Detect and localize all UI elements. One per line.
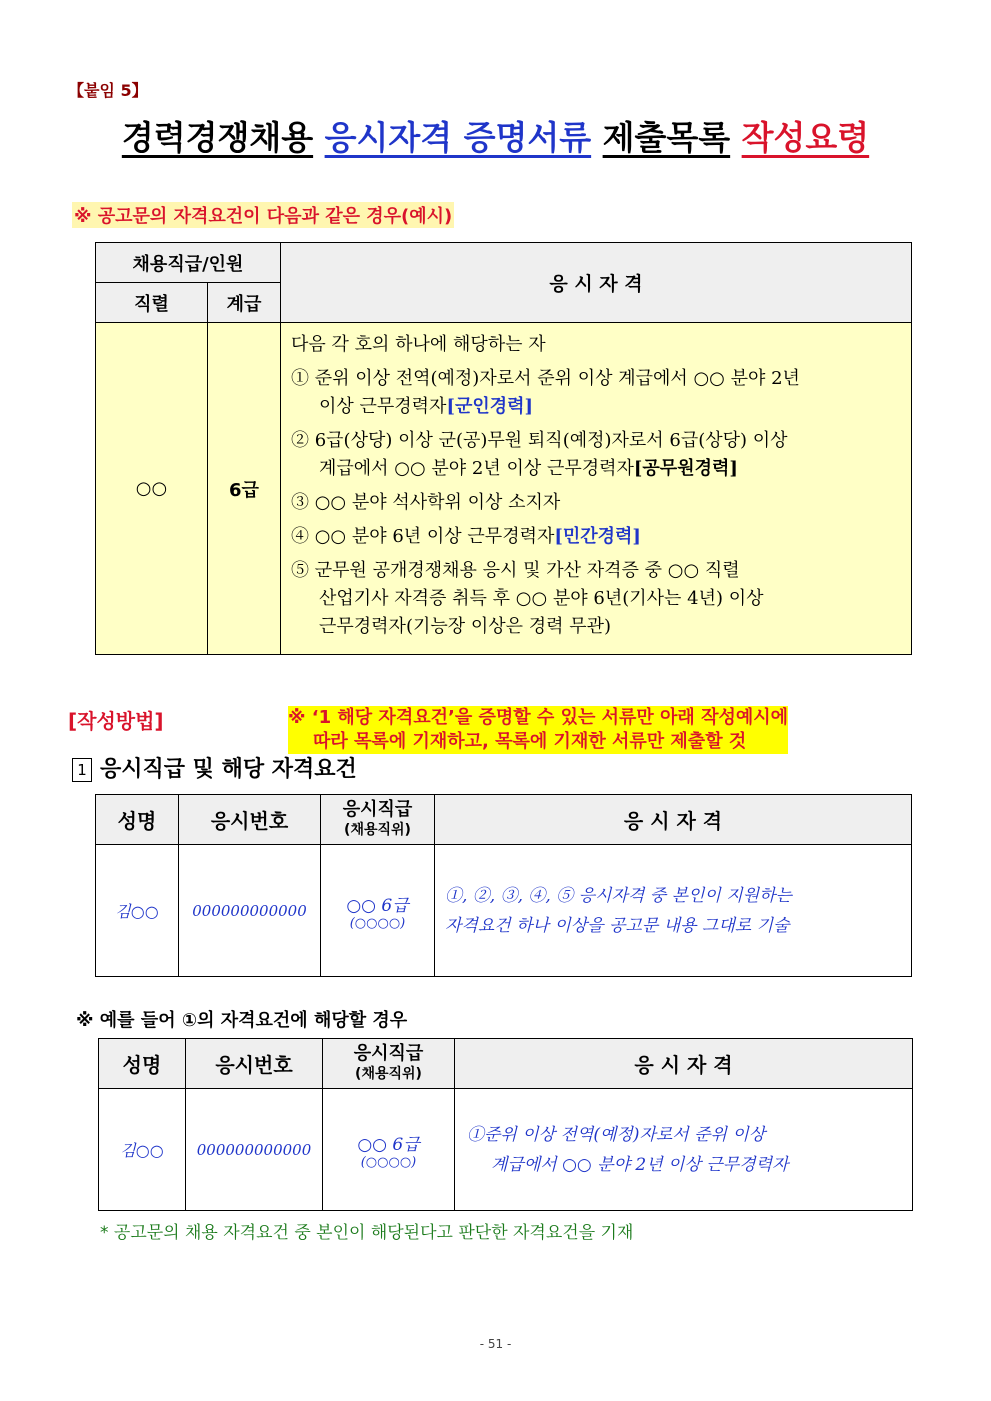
applicant-grade: ○○ 6급 (○○○○) <box>321 845 435 977</box>
header-number: 응시번호 <box>179 795 321 845</box>
header-series: 직렬 <box>96 283 208 323</box>
header-grade: 계급 <box>208 283 281 323</box>
header-name: 성명 <box>99 1039 186 1089</box>
header-qualification: 응 시 자 격 <box>455 1039 913 1089</box>
header-name: 성명 <box>96 795 179 845</box>
title-part3: 제출목록 <box>602 118 731 157</box>
qualification-item: ① 준위 이상 전역(예정)자로서 준위 이상 계급에서 ○○ 분야 2년 이상 근무경력자[군인경력] <box>291 368 800 417</box>
applicant-name: 김○○ <box>99 1089 186 1211</box>
footnote: * 공고문의 채용 자격요건 중 본인이 해당된다고 판단한 자격요건을 기재 <box>100 1223 634 1243</box>
section-number: 1 <box>72 758 92 782</box>
header-qualification: 응 시 자 격 <box>435 795 912 845</box>
qualification-item: ② 6급(상당) 이상 군(공)무원 퇴직(예정)자로서 6급(상당) 이상 계급에서 ○○ 분야 2년 이상 근무경력자[공무원경력] <box>291 430 788 479</box>
header-grade: 응시직급 (채용직위) <box>323 1039 455 1089</box>
qualification-list <box>281 323 912 655</box>
applicant-number: 000000000000 <box>186 1089 323 1211</box>
tag-military: [군인경력] <box>446 396 534 417</box>
example-note: ※ 공고문의 자격요건이 다음과 같은 경우(예시) <box>72 202 454 228</box>
section-title: 응시직급 및 해당 자격요건 <box>100 757 357 782</box>
applicant-number: 000000000000 <box>179 845 321 977</box>
example-table-2 <box>98 1038 913 1211</box>
grade-value: 6급 <box>208 323 281 655</box>
method-note: ※ ‘1 해당 자격요건’을 증명할 수 있는 서류만 아래 작성예시에 따라 목록에 기재하고, 목록에 기재한 서류만 제출할 것 <box>288 707 789 752</box>
title-part4: 작성요령 <box>741 118 870 157</box>
section-heading <box>72 752 357 783</box>
applicant-name: 김○○ <box>96 845 179 977</box>
method-label: [작성방법] <box>68 709 164 733</box>
qualification-intro: 다음 각 호의 하나에 해당하는 자 <box>291 334 546 355</box>
page-title <box>0 112 991 159</box>
header-grade: 응시직급 (채용직위) <box>321 795 435 845</box>
attachment-label: 【붙임 5】 <box>68 81 148 100</box>
header-number: 응시번호 <box>186 1039 323 1089</box>
requirements-table <box>95 242 912 655</box>
header-qualification: 응 시 자 격 <box>281 243 912 323</box>
series-value: ○○ <box>96 323 208 655</box>
qualification-item: ④ ○○ 분야 6년 이상 근무경력자[민간경력] <box>291 526 641 547</box>
page-number: - 51 - <box>479 1337 512 1351</box>
tag-private: [민간경력] <box>554 526 641 547</box>
qualification-item: ⑤ 군무원 공개경쟁채용 응시 및 가산 자격증 중 ○○ 직렬 산업기사 자격증 취득 후 ○○ 분야 6년(기사는 4년) 이상 근무경력자(기능장 이상은 경력 무관) <box>291 560 764 637</box>
qualification-item: ③ ○○ 분야 석사학위 이상 소지자 <box>291 492 561 513</box>
applicant-qualification: ①, ②, ③, ④, ⑤ 응시자격 중 본인이 지원하는 자격요건 하나 이상을 공고문 내용 그대로 기술 <box>435 845 912 977</box>
applicant-qualification: ①준위 이상 전역(예정)자로서 준위 이상 계급에서 ○○ 분야 2년 이상 근무경력자 <box>455 1089 913 1211</box>
applicant-grade: ○○ 6급 (○○○○) <box>323 1089 455 1211</box>
example-table-1 <box>95 794 912 977</box>
title-part1: 경력경쟁채용 <box>121 118 314 157</box>
header-group: 채용직급/인원 <box>96 243 281 283</box>
example-note-2: ※ 예를 들어 ①의 자격요건에 해당할 경우 <box>76 1010 408 1031</box>
title-part2: 응시자격 증명서류 <box>324 118 592 157</box>
tag-public-servant: [공무원경력] <box>633 458 738 479</box>
